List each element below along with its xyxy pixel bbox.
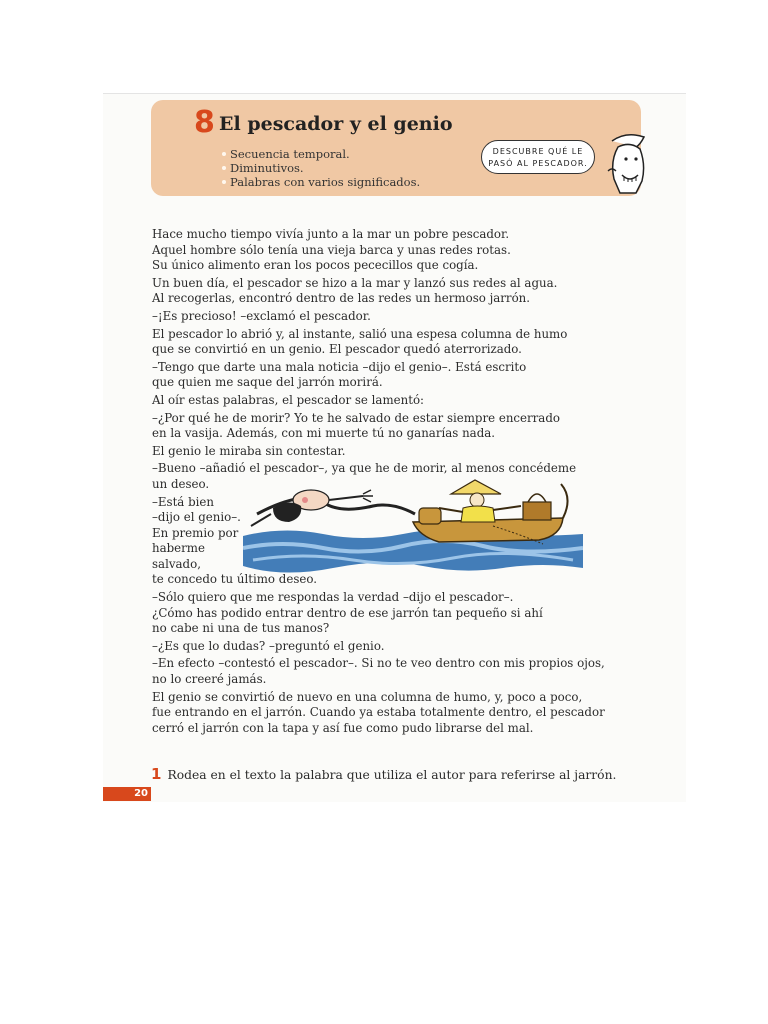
question-text: Rodea en el texto la palabra que utiliza el autor para referirse al jarrón. — [167, 768, 617, 782]
unit-title: El pescador y el genio — [219, 113, 453, 135]
objective-item: Secuencia temporal. — [222, 147, 420, 161]
paragraph — [152, 309, 622, 325]
text-line: –Sólo quiero que me respondas la verdad –dijo el pescador–. — [152, 590, 514, 605]
paragraph — [152, 393, 622, 409]
text-line: ¿Cómo has podido entrar dentro de ese jarrón tan pequeño si ahí — [152, 605, 543, 620]
text-line: –En efecto –contestó el pescador–. Si no te veo dentro con mis propios ojos, — [152, 656, 605, 671]
bubble-line: PASÓ AL PESCADOR. — [488, 159, 588, 168]
paragraph — [152, 411, 622, 442]
text-line: –Bueno –añadió el pescador–, ya que he de morir, al menos concédeme — [152, 461, 577, 476]
objectives-list — [222, 147, 420, 189]
fisherman-boat-illustration — [243, 478, 583, 578]
unit-header — [151, 100, 641, 196]
text-line: Hace mucho tiempo vivía junto a la mar un pobre pescador. — [152, 227, 510, 241]
exercise-question — [151, 765, 616, 783]
text-line: –Está bien — [152, 494, 214, 509]
objective-item: Palabras con varios significados. — [222, 175, 420, 189]
text-line: El genio se convirtió de nuevo en una columna de humo, y, poco a poco, — [152, 689, 583, 704]
paragraph — [152, 327, 622, 358]
paragraph — [152, 656, 622, 687]
textbook-page — [103, 93, 686, 802]
text-line: Un buen día, el pescador se hizo a la mar y lanzó sus redes al agua. — [152, 275, 558, 290]
text-line: que quien me saque del jarrón morirá. — [152, 375, 383, 390]
text-line: un deseo. — [152, 476, 210, 491]
text-line: salvado, — [152, 556, 201, 571]
paragraph — [152, 227, 622, 274]
text-line: que se convirtió en un genio. El pescador quedó aterrorizado. — [152, 342, 522, 357]
text-line: –dijo el genio–. — [152, 510, 241, 525]
text-line: no lo creeré jamás. — [152, 672, 267, 687]
paragraph — [152, 276, 622, 307]
text-line: te concedo tu último deseo. — [152, 572, 317, 587]
text-line: Al oír estas palabras, el pescador se lamentó: — [152, 392, 425, 407]
objective-item: Diminutivos. — [222, 161, 420, 175]
speech-bubble — [481, 140, 595, 174]
text-line: cerró el jarrón con la tapa y así fue como pudo librarse del mal. — [152, 720, 534, 735]
paragraph — [152, 639, 622, 655]
text-line: en la vasija. Además, con mi muerte tú no ganarías nada. — [152, 426, 496, 441]
text-line: Aquel hombre sólo tenía una vieja barca y unas redes rotas. — [152, 242, 511, 257]
text-line: –¿Es que lo dudas? –preguntó el genio. — [152, 638, 385, 653]
text-line: El pescador lo abrió y, al instante, salió una espesa columna de humo — [152, 326, 568, 341]
text-line: fue entrando en el jarrón. Cuando ya estaba totalmente dentro, el pescador — [152, 705, 605, 720]
text-line: no cabe ni una de tus manos? — [152, 621, 330, 636]
paragraph — [152, 690, 622, 737]
paragraph — [152, 360, 622, 391]
question-number: 1 — [151, 765, 162, 783]
text-line: haberme — [152, 541, 205, 556]
text-line: Su único alimento eran los pocos pececillos que cogía. — [152, 258, 479, 273]
text-line: En premio por — [152, 525, 239, 540]
text-line: Al recogerlas, encontró dentro de las redes un hermoso jarrón. — [152, 291, 531, 306]
page-number: 20 — [103, 787, 151, 801]
text-line: –¿Por qué he de morir? Yo te he salvado de estar siempre encerrado — [152, 410, 560, 425]
genie-face-icon — [606, 131, 650, 195]
text-line: –¡Es precioso! –exclamó el pescador. — [152, 308, 371, 323]
paragraph — [152, 444, 622, 460]
text-line: –Tengo que darte una mala noticia –dijo el genio–. Está escrito — [152, 359, 527, 374]
text-line: El genio le miraba sin contestar. — [152, 443, 346, 458]
paragraph — [152, 590, 622, 637]
bubble-line: DESCUBRE QUÉ LE — [492, 147, 584, 156]
unit-number: 8 — [194, 105, 215, 140]
